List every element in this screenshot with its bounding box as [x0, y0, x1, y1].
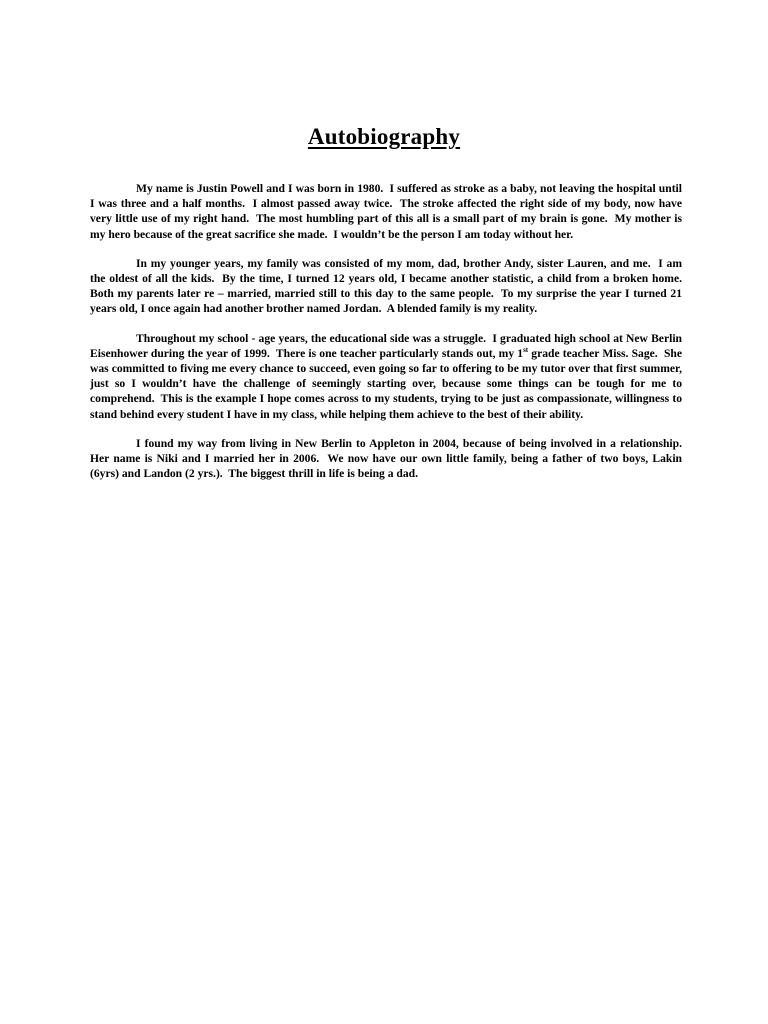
document-title: Autobiography	[307, 124, 461, 149]
paragraph-school-text-after: grade teacher Miss. Sage. She was committed to fiving me every chance to succeed, even going so far to offering to be my tutor over that first summer, just so I wouldn’t have the challenge of seemingly starting over, because some things can be tough for me to comprehend. This is the example I hope comes across to my students, trying to be just as compassionate, willingness to stand behind every student I have in my class, while helping them achieve to the best of their ability.	[90, 346, 685, 421]
paragraph-appleton: I found my way from living in New Berlin to Appleton in 2004, because of being involved in a relationship. Her name is Niki and I married her in 2006. We now have our own little family, being a father of two boys, Lakin (6yrs) and Landon (2 yrs.). The biggest thrill in life is being a dad.	[90, 436, 688, 481]
paragraph-school-text-before: Throughout my school - age years, the educational side was a struggle. I graduated high school at New Berlin Eisenhower during the year of 1999. There is one teacher particularly stands out, my 1	[90, 331, 685, 360]
paragraph-birth: My name is Justin Powell and I was born in 1980. I suffered as stroke as a baby, not leaving the hospital until I was three and a half months. I almost passed away twice. The stroke affected the right side of my body, now have very little use of my right hand. The most humbling part of this all is a small part of my brain is gone. My mother is my hero because of the great sacrifice she made. I wouldn’t be the person I am today without her.	[90, 182, 685, 241]
ordinal-superscript: st	[523, 345, 529, 354]
paragraph-family: In my younger years, my family was consisted of my mom, dad, brother Andy, sister Lauren, and me. I am the oldest of all the kids. By the time, I turned 12 years old, I became another statistic, a child from a broken home. Both my parents later re – married, married still to this day to the same people. To my surprise the year I turned 21 years old, I once again had another brother named Jordan. A blended family is my reality.	[90, 256, 688, 316]
document-body	[90, 181, 688, 495]
paragraph-school	[90, 331, 685, 422]
